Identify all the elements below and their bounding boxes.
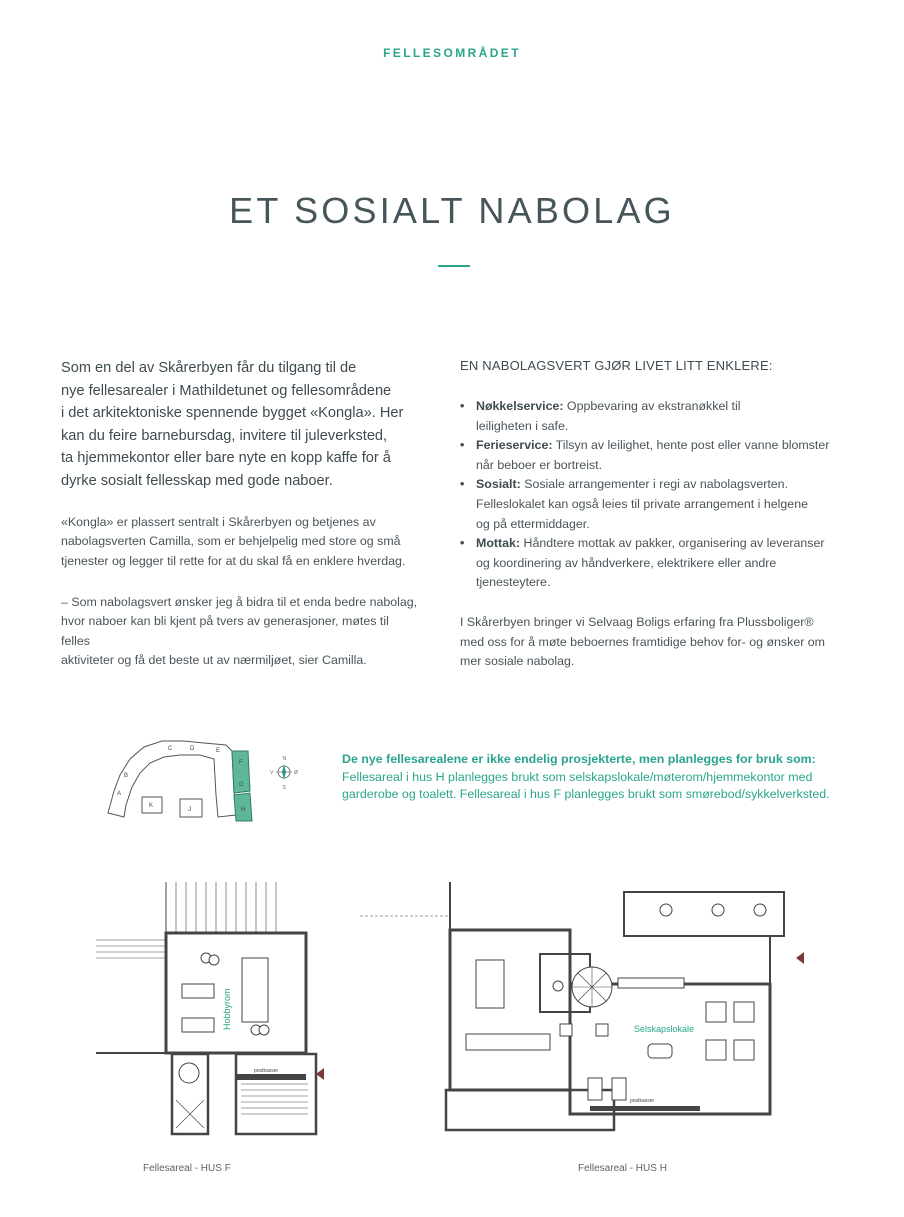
service-desc: Oppbevaring av ekstranøkkel til <box>563 399 741 413</box>
entrance-marker-icon <box>796 952 804 964</box>
house-label: C <box>168 746 173 752</box>
intro-line: i det arkitektoniske spennende bygget «Kongla». Her <box>61 405 404 422</box>
paragraph-line: – Som nabolagsvert ønsker jeg å bidra til et enda bedre nabolag, <box>61 595 418 609</box>
service-desc: og koordinering av håndverkere, elektrikere eller andre <box>476 555 777 570</box>
house-label: A <box>117 791 122 797</box>
service-term: Mottak: <box>476 536 521 551</box>
caption-hus-h: Fellesareal - HUS H <box>578 1163 667 1174</box>
service-desc: Felleslokalet kan også leies til private arrangement i helgene <box>476 496 808 511</box>
house-label: H <box>241 807 246 813</box>
room-label-hobbyrom: Hobbyrom <box>222 988 232 1030</box>
paragraph-line: mer sosiale nabolag. <box>460 654 575 669</box>
closing-paragraph <box>460 613 860 672</box>
list-item <box>460 436 860 475</box>
mailbox-label: postkasser <box>630 1098 655 1104</box>
svg-text:S: S <box>282 785 286 791</box>
site-plan-map <box>100 733 300 823</box>
service-desc: når beboer er bortreist. <box>476 457 603 472</box>
intro-line: ta hjemmekontor eller bare nyte en kopp kaffe for å <box>61 450 391 467</box>
list-item <box>460 397 860 436</box>
service-term: Sosialt: <box>476 477 521 492</box>
plan-note-lead: De nye fellesarealene er ikke endelig prosjekterte, men planlegges for bruk som: <box>342 752 816 766</box>
house-label: D <box>190 746 195 752</box>
caption-hus-f: Fellesareal - HUS F <box>143 1163 231 1174</box>
service-desc: Håndtere mottak av pakker, organisering av leveranser <box>520 536 825 551</box>
service-desc: og på ettermiddager. <box>476 516 590 531</box>
paragraph-line: med oss for å møte beboernes framtidige behov for- og ønsker om <box>460 634 825 649</box>
service-desc: Sosiale arrangementer i regi av nabolagsverten. <box>520 477 789 492</box>
paragraph-line: «Kongla» er plassert sentralt i Skårerbyen og betjenes av <box>61 515 376 529</box>
svg-text:V: V <box>270 770 274 776</box>
service-desc: leiligheten i safe. <box>476 418 569 433</box>
intro-line: kan du feire barnebursdag, invitere til juleverksted, <box>61 427 388 444</box>
floor-plan-hus-h <box>360 882 810 1142</box>
plan-note <box>342 751 862 804</box>
plan-note-body: Fellesareal i hus H planlegges brukt som selskapslokale/møterom/hjemmekontor med garderobe og toalett. Fellesareal i hus F planlegges brukt som smørebod/sykkelverksted. <box>342 769 830 802</box>
service-term: Nøkkelservice: <box>476 399 564 413</box>
intro-line: nye fellesarealer i Mathildetunet og fellesområdene <box>61 382 392 399</box>
paragraph-line: I Skårerbyen bringer vi Selvaag Boligs erfaring fra Plussboliger® <box>460 615 814 629</box>
svg-text:N: N <box>282 756 287 762</box>
kongla-paragraph <box>61 513 421 571</box>
house-label: E <box>216 748 221 754</box>
floor-plan-hus-f <box>96 878 336 1143</box>
svg-text:Ø: Ø <box>294 770 298 776</box>
service-term: Ferieservice: <box>476 438 553 453</box>
house-label: B <box>124 773 129 779</box>
house-label: F <box>239 760 243 766</box>
house-label: K <box>149 803 154 809</box>
paragraph-line: tjenester og legger til rette for at du skal få en enklere hverdag. <box>61 553 406 568</box>
service-desc: Tilsyn av leilighet, hente post eller vanne blomster <box>552 438 830 453</box>
paragraph-line: nabolagsverten Camilla, som er behjelpelig med store og små <box>61 534 401 549</box>
house-label: J <box>188 807 191 813</box>
page-title: ET SOSIALT NABOLAG <box>229 190 675 231</box>
compass-icon <box>270 756 298 791</box>
quote-paragraph <box>61 593 421 671</box>
room-label-selskapslokale: Selskapslokale <box>634 1024 695 1034</box>
mailbox-bar <box>236 1074 306 1080</box>
title-divider <box>438 265 470 267</box>
intro-line: Som en del av Skårerbyen får du tilgang til de <box>61 360 357 376</box>
services-list <box>460 397 860 593</box>
intro-paragraph <box>61 357 421 493</box>
paragraph-line: hvor naboer kan bli kjent på tvers av generasjoner, møtes til felles <box>61 614 389 648</box>
intro-line: dyrke sosialt fellesskap med gode naboer. <box>61 472 333 489</box>
services-heading: EN NABOLAGSVERT GJØR LIVET LITT ENKLERE: <box>460 358 773 373</box>
mailbox-bar <box>590 1106 700 1111</box>
house-label: G <box>239 782 244 788</box>
paragraph-line: aktiviteter og få det beste ut av nærmiljøet, sier Camilla. <box>61 653 367 668</box>
mailbox-label: postkasser <box>254 1068 279 1074</box>
section-label: FELLESOMRÅDET <box>383 46 521 60</box>
list-item <box>460 534 860 593</box>
list-item <box>460 475 860 534</box>
service-desc: tjenesteytere. <box>476 575 551 590</box>
